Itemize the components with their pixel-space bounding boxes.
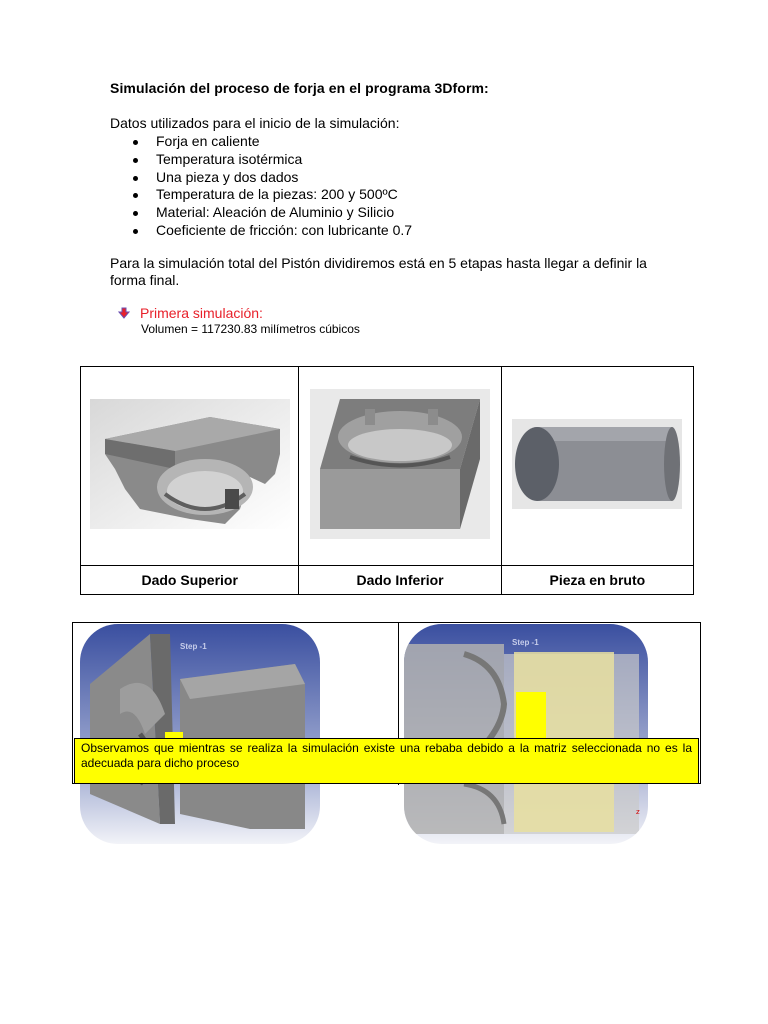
parts-table bbox=[80, 366, 694, 595]
list-item: Coeficiente de fricción: con lubricante 0.7 bbox=[110, 222, 412, 240]
arrow-bullet-icon bbox=[118, 306, 130, 322]
volume-text: Volumen = 117230.83 milímetros cúbicos bbox=[141, 322, 360, 336]
section-heading bbox=[118, 305, 263, 321]
simulation-left-image bbox=[80, 624, 320, 844]
upper-die-image bbox=[90, 399, 290, 529]
upper-die-cell bbox=[81, 367, 299, 566]
data-list bbox=[110, 133, 412, 240]
step-label-left: Step -1 bbox=[180, 642, 207, 651]
list-item: Forja en caliente bbox=[110, 133, 412, 151]
intro-text: Datos utilizados para el inicio de la simulación: bbox=[110, 115, 400, 131]
lower-die-label: Dado Inferior bbox=[299, 566, 501, 595]
list-item: Una pieza y dos dados bbox=[110, 169, 412, 187]
simulation-right-image bbox=[404, 624, 648, 844]
lower-die-image bbox=[310, 389, 490, 539]
stages-paragraph: Para la simulación total del Pistón dividiremos está en 5 etapas hasta llegar a definir la forma final. bbox=[110, 255, 647, 288]
svg-text:z: z bbox=[636, 808, 640, 816]
section-heading-text: Primera simulación: bbox=[140, 305, 263, 321]
list-item: Temperatura de la piezas: 200 y 500ºC bbox=[110, 186, 412, 204]
raw-piece-cell bbox=[501, 367, 693, 566]
upper-die-label: Dado Superior bbox=[81, 566, 299, 595]
raw-piece-image bbox=[512, 419, 682, 509]
step-label-right: Step -1 bbox=[512, 638, 539, 647]
list-item: Material: Aleación de Aluminio y Silicio bbox=[110, 204, 412, 222]
observation-note: Observamos que mientras se realiza la simulación existe una rebaba debido a la matriz seleccionada no es la adecuada para dicho proceso bbox=[74, 738, 699, 784]
lower-die-cell bbox=[299, 367, 501, 566]
raw-piece-label: Pieza en bruto bbox=[501, 566, 693, 595]
document-title: Simulación del proceso de forja en el programa 3Dform: bbox=[110, 80, 489, 96]
list-item: Temperatura isotérmica bbox=[110, 151, 412, 169]
